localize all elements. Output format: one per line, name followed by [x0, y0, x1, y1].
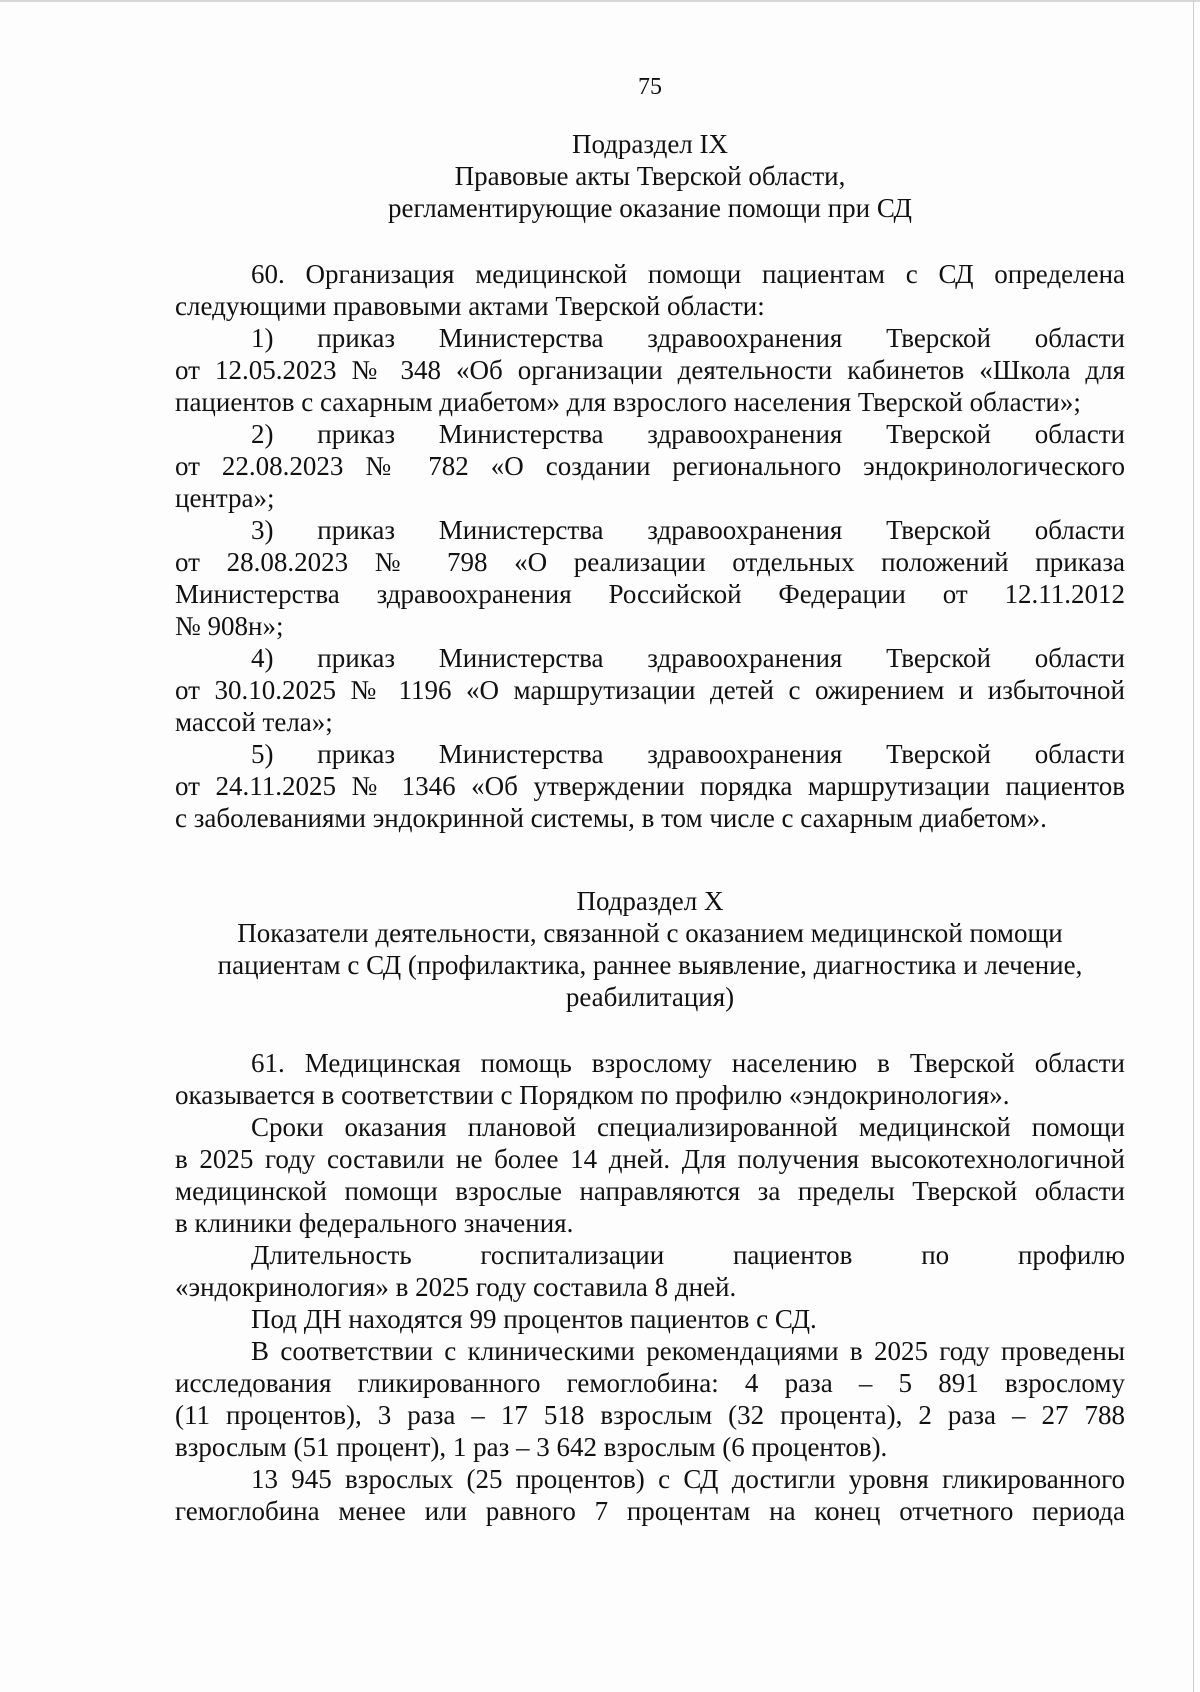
text-line: 3) приказ Министерства здравоохранения Тверской области [251, 515, 1125, 545]
text-line: 1) приказ Министерства здравоохранения Тверской области [251, 323, 1125, 353]
text-line: от 22.08.2023 № 782 «О создании регионального эндокринологического [175, 451, 1125, 481]
subsection-x-subtitle-line: Показатели деятельности, связанной с оказанием медицинской помощи [237, 918, 1063, 948]
subsection-ix-title: Подраздел IX [571, 129, 729, 159]
text-line: с заболеваниями эндокринной системы, в том числе с сахарным диабетом». [175, 803, 1047, 833]
scan-edge-right [1193, 0, 1194, 1692]
subsection-x-body [175, 1047, 1125, 1527]
subsection-x-title: Подраздел X [576, 886, 724, 916]
text-line: (11 процентов), 3 раза – 17 518 взрослым (32 процента), 2 раза – 27 788 [175, 1400, 1125, 1430]
text-line: Сроки оказания плановой специализированной медицинской помощи [251, 1112, 1125, 1142]
text-line: пациентов с сахарным диабетом» для взрослого населения Тверской области»; [175, 387, 1081, 417]
text-line: Под ДН находятся 99 процентов пациентов с СД. [251, 1304, 817, 1334]
text-line: 4) приказ Министерства здравоохранения Тверской области [251, 643, 1125, 673]
text-line: массой тела»; [175, 707, 333, 737]
subsection-x-subtitle-line: пациентам с СД (профилактика, раннее выявление, диагностика и лечение, [217, 950, 1083, 980]
text-line: от 12.05.2023 № 348 «Об организации деятельности кабинетов «Школа для [175, 355, 1125, 385]
text-line: от 24.11.2025 № 1346 «Об утверждении порядка маршрутизации пациентов [175, 771, 1125, 801]
subsection-ix-subtitle-line: регламентирующие оказание помощи при СД [388, 193, 912, 223]
text-line: оказывается в соответствии с Порядком по профилю «эндокринология». [175, 1080, 1010, 1110]
text-line: медицинской помощи взрослые направляются за пределы Тверской области [175, 1176, 1125, 1206]
text-line: 60. Организация медицинской помощи пациентам с СД определена [251, 259, 1125, 289]
subsection-x-heading [175, 885, 1125, 1013]
text-line: Длительность госпитализации пациентов по профилю [251, 1240, 1125, 1270]
text-line: В соответствии с клиническими рекомендациями в 2025 году проведены [251, 1336, 1125, 1366]
text-line: взрослым (51 процент), 1 раз – 3 642 взрослым (6 процентов). [175, 1432, 888, 1462]
text-line: от 30.10.2025 № 1196 «О маршрутизации детей с ожирением и избыточной [175, 675, 1125, 705]
subsection-ix-heading [175, 128, 1125, 224]
text-line: 61. Медицинская помощь взрослому населению в Тверской области [251, 1048, 1125, 1078]
subsection-ix-subtitle-line: Правовые акты Тверской области, [454, 161, 846, 191]
text-line: 5) приказ Министерства здравоохранения Тверской области [251, 739, 1125, 769]
text-line: следующими правовыми актами Тверской области: [175, 291, 765, 321]
page-number: 75 [638, 74, 662, 100]
text-line: центра»; [175, 483, 275, 513]
text-line: в клиники федерального значения. [175, 1208, 574, 1238]
text-line: исследования гликированного гемоглобина: 4 раза – 5 891 взрослому [175, 1368, 1125, 1398]
scan-edge-top [0, 0, 1200, 2]
text-line: 2) приказ Министерства здравоохранения Тверской области [251, 419, 1125, 449]
subsection-x-subtitle-line: реабилитация) [565, 982, 735, 1012]
text-line: Министерства здравоохранения Российской Федерации от 12.11.2012 [175, 579, 1125, 609]
text-line: гемоглобина менее или равного 7 процентам на конец отчетного периода [175, 1496, 1125, 1526]
text-line: 13 945 взрослых (25 процентов) с СД достигли уровня гликированного [251, 1464, 1125, 1494]
text-line: «эндокринология» в 2025 году составила 8 дней. [175, 1272, 737, 1302]
text-line: № 908н»; [175, 611, 284, 641]
text-line: в 2025 году составили не более 14 дней. Для получения высокотехнологичной [175, 1144, 1125, 1174]
text-line: от 28.08.2023 № 798 «О реализации отдельных положений приказа [175, 547, 1125, 577]
subsection-ix-body [175, 258, 1125, 834]
